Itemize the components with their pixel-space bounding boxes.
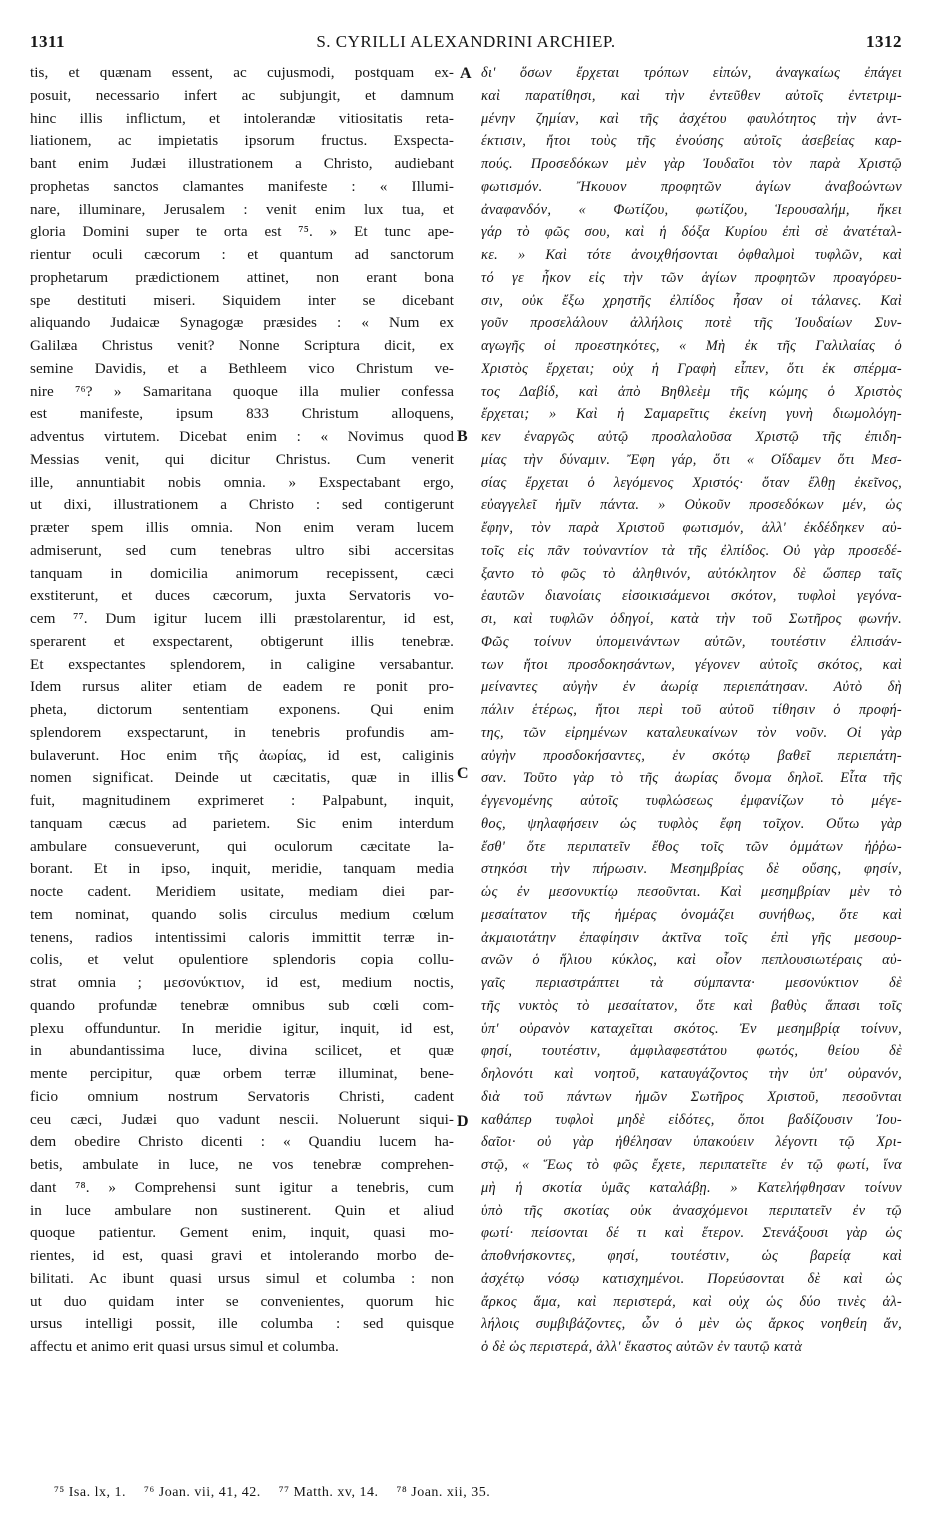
greek-text-line: στῷ, « Ἕως τὸ φῶς ἔχετε, περιπατεῖτε ἐν τῷ φωτί, ἵνα xyxy=(481,1157,902,1173)
greek-column xyxy=(481,62,902,1462)
latin-text-line: tanquam cæcus ad parietem. Sic enim interdum xyxy=(30,814,454,832)
latin-text-line: ambulare consueverunt, qui oculorum cæcitate la- xyxy=(30,837,454,855)
greek-text-line: ἀκμαιοτάτην ἐπαφίησιν ἀκτῖνα τοῖς ἐπὶ γῆς μεσουρ- xyxy=(481,929,902,946)
left-page-number: 1311 xyxy=(30,32,66,51)
latin-text-line: hinc illis inflictum, et intolerandæ vitiositatis reta- xyxy=(30,109,454,127)
latin-text-line: bulaverunt. Hoc enim τῆς ἀωρίας, id est, caliginis xyxy=(30,746,454,764)
greek-text-line: σι, καὶ τυφλῶν ὁδηγοί, κατὰ τὴν τοῦ Σωτῆρος φωνήν. xyxy=(481,611,902,627)
latin-text-line: bilitati. Ac ibunt quasi ursus simul et columba : non xyxy=(30,1269,454,1287)
greek-text-line: δαῖοι· οὐ γὰρ ἠθέλησαν ὑπακούειν λέγοντι τῷ Χρι- xyxy=(481,1134,902,1151)
latin-text-line: liationem, ac impietatis ipsorum fructus. Exspecta- xyxy=(30,132,454,150)
greek-text-line: της, τῶν εἰρημένων καταλευκαίνων τὸν νοῦν. Οἱ γὰρ xyxy=(481,724,902,741)
latin-text-line: colis, et velut opulentiore splendoris copia collu- xyxy=(30,951,454,969)
latin-text-line: in abundantissima luce, divina scilicet, et quæ xyxy=(30,1042,454,1060)
greek-text-line: των ἤτοι προσδοκησάντων, γέγονεν αὐτοῖς σκότος, καὶ xyxy=(481,656,902,673)
greek-text-line: κεν ἐναργῶς αὐτῷ προσλαλοῦσα Χριστῷ τῆς ἐπιδη- xyxy=(481,429,902,445)
latin-text-line: admiserunt, sed cum tenebras ultro sibi accersitas xyxy=(30,541,454,559)
latin-text-line: pheta, dictorum sententiam exponens. Qui enim xyxy=(30,701,454,718)
margin-marker-c: C xyxy=(457,765,469,782)
latin-text-line: gloria Domini super te orta est ⁷⁵. » Et tunc ape- xyxy=(30,223,454,241)
latin-text-line: mente percipitur, quæ orbem terræ illuminat, bene- xyxy=(30,1065,454,1082)
greek-text-line: ἀσχέτῳ νόσῳ κατισχημένοι. Πορεύσονται δὲ καὶ ὡς xyxy=(481,1270,902,1287)
latin-text-line: prophetarum prædictionem attinet, non erant bona xyxy=(30,268,454,286)
latin-text-line: ceu cæci, Judæi quo vadunt nescii. Noluerunt siqui- xyxy=(30,1110,454,1128)
greek-text-line: ἑαυτῶν διανοίαις εἰσοικισάμενοι σκότον, τυφλοὶ γεγόνα- xyxy=(481,588,902,605)
latin-text-line: ut duo quidam inter se convenientes, quorum hic xyxy=(30,1292,454,1310)
latin-text-line: strat omnia ; μεσονύκτιον, id est, medium noctis, xyxy=(30,974,454,991)
latin-text-line: posuit, necessario infert ac subjungit, et damnum xyxy=(30,86,454,104)
latin-text-line: splendorem exspectarunt, in tenebris profundis am- xyxy=(30,723,454,741)
greek-text-line: σιν, οὐκ ἔξω χρηστῆς ἐλπίδος ἦσαν οἱ τάλανες. Καὶ xyxy=(481,292,902,309)
latin-text-line: exstiterunt, et duces cæcorum, juxta Servatoris vo- xyxy=(30,587,454,605)
margin-marker-d: D xyxy=(457,1113,469,1130)
greek-text-line: σίας ἔρχεται ὁ λεγόμενος Χριστός· ὅταν ἔλθῃ ἐκεῖνος, xyxy=(481,474,902,491)
greek-text-line: θος, ψηλαφήσειν ὡς τυφλὸς ἔφη τοῖχον. Οὕτω γὰρ xyxy=(481,815,902,832)
greek-text-line: τος Δαβίδ, καὶ ἀπὸ Βηθλεὲμ τῆς κώμης ὁ Χριστὸς xyxy=(481,383,902,400)
latin-text-line: in luce ambulare non sustinerent. Quin et aliud xyxy=(30,1201,454,1219)
latin-text-line: betis, ambulate in luce, ne vos tenebræ comprehen- xyxy=(30,1156,454,1173)
right-page-number: 1312 xyxy=(866,32,902,51)
latin-text-line: quando profundæ tenebræ omnibus sub cœli com- xyxy=(30,996,454,1014)
latin-text-line: tis, et quænam essent, ac cujusmodi, postquam ex- xyxy=(30,64,454,81)
greek-text-line: Χριστὸς ἔρχεται; οὐχ ἡ Γραφὴ εἶπεν, ὅτι ἐκ σπέρμα- xyxy=(481,360,902,377)
latin-text-line: tenens, radios intentissimi caloris immittit terræ in- xyxy=(30,928,454,946)
latin-text-line: borant. Et in ipso, inquit, meridie, tanquam media xyxy=(30,860,454,878)
greek-text-line: τό γε ἧκον εἰς τὴν τῶν ἁγίων προφητῶν προαγόρευ- xyxy=(481,269,902,286)
latin-text-line: sperarent et exspectarent, obtigerunt illis tenebræ. xyxy=(30,632,454,650)
greek-text-line: μείναντες αὐγὴν ἐν ἀωρίᾳ περιεπάτησαν. Αὐτὸ δὴ xyxy=(481,679,902,696)
greek-text-line: ὡς ἐν μεσονυκτίῳ πεσοῦνται. Καὶ μεσημβρίαν μὲν τὸ xyxy=(481,884,902,900)
greek-text-line: δηλονότι καὶ νοητοῦ, καταυγάζοντος τὴν ὑπ' οὐρανόν, xyxy=(481,1066,902,1082)
latin-text-line: Messias venit, qui dicitur Christus. Cum venerit xyxy=(30,450,454,468)
latin-text-line: ficio omnium nostrum Servatoris Christi, cadent xyxy=(30,1087,454,1105)
greek-text-line: μεσαίτατον τῆς ἡμέρας ὀνομάζει συνήθως, ὅτε καὶ xyxy=(481,906,902,923)
greek-text-line: πάλιν ἑτέρως, ἤτοι περὶ τοῦ αὐτοῦ τίθησιν ὁ προφή- xyxy=(481,702,902,718)
greek-text-line: ανῶν ὁ ἥλιου κύκλος, καὶ οἷον πεπλουσιωτέραις αὐ- xyxy=(481,952,902,969)
latin-text-line: est manifeste, ipsum 833 Christum alloquens, xyxy=(30,405,454,423)
greek-text-line: ἀναφανδόν, « Φωτίζου, φωτίζου, Ἱερουσαλήμ, ἥκει xyxy=(481,201,902,218)
latin-text-line: spe destituti miseri. Siquidem inter se dicebant xyxy=(30,291,454,309)
latin-text-line: præter spem illis omnia. Non enim veram lucem xyxy=(30,519,454,536)
latin-text-line: aliquando Judaicæ Synagogæ præsides : « Num ex xyxy=(30,314,454,332)
latin-text-line: ille, annuntiabit nobis omnia. » Exspectabant ergo, xyxy=(30,473,454,491)
latin-text-line: dem obedire Christo dicenti : « Quandiu lucem ha- xyxy=(30,1133,454,1151)
greek-text-line: ὑπ' οὐρανὸν καταχεῖται σκότος. Ἐν μεσημβρίᾳ τοίνυν, xyxy=(481,1020,902,1037)
footnotes xyxy=(54,1485,754,1501)
greek-text-line: έκτισιν, ἤτοι τοὺς τῆς ἐνούσης αὐτοῖς ἀσεβείας καρ- xyxy=(481,133,902,150)
greek-text-line: φωτί· πείσονται δέ τι καὶ ἕτερον. Στενάξουσι γὰρ ὡς xyxy=(481,1225,902,1242)
greek-text-line: ἔσθ' ὅτε περιπατεῖν ἔθος τοῖς τῶν ὀμμάτων ἠῤῥω- xyxy=(481,838,902,855)
greek-text-line: ἀποθνήσκοντες, φησί, τουτέστιν, ὡς βαρείᾳ καὶ xyxy=(481,1248,902,1264)
latin-text-line: Idem rursus aliter etiam de eadem re ponit pro- xyxy=(30,678,454,696)
latin-text-line: ut dixi, illustrationem a Christo : sed contigerunt xyxy=(30,496,454,514)
greek-text-line: ξαντο τὸ φῶς τὸ ἀληθινόν, αὐτόκλητον δὲ ὥσπερ ταῖς xyxy=(481,565,902,582)
greek-text-line: γαῖς περιαστράπτει τὰ σύμπαντα· μεσονύκτιον δὲ xyxy=(481,975,902,991)
greek-text-line: γοῦν προσελάλουν ἀλλήλοις ποτὲ τῆς Ἰουδαίων Συν- xyxy=(481,315,902,332)
greek-text-line: ἔρχεται; » Καὶ ἡ Σαμαρεῖτις ἐκείνη γυνὴ διωμολόγη- xyxy=(481,406,902,423)
greek-text-line: μὴ ἡ σκοτία ὑμᾶς καταλάβῃ. » Κατελήφθησαν τοίνυν xyxy=(481,1179,902,1196)
greek-text-line: φησί, τουτέστιν, ἀμφιλαφεστάτου φωτός, θείου δὲ xyxy=(481,1043,902,1060)
greek-text-line: καθάπερ τυφλοὶ μηδὲ εἰδότες, ὅποι βαδίζουσιν Ἰου- xyxy=(481,1111,902,1128)
greek-text-line: καὶ παρατίθησι, καὶ τὴν ἐντεῦθεν αὐτοῖς ἐντετριμ- xyxy=(481,87,902,104)
latin-text-line: cem ⁷⁷. Dum igitur lucem illi præstolarentur, id est, xyxy=(30,610,454,627)
latin-text-line: nocte cadent. Meridiem usitate, mediam diei par- xyxy=(30,883,454,900)
greek-text-line: ἔφην, τὸν παρὰ Χριστοῦ φωτισμόν, ἀλλ' ἐκδέδηκεν αὐ- xyxy=(481,520,902,536)
greek-text-line: μένην ζημίαν, καὶ τῆς ἀσχέτου φαυλότητος τὴν ἀντ- xyxy=(481,110,902,127)
footnote-76: ⁷⁶ Joan. vii, 41, 42. xyxy=(143,1485,261,1500)
greek-text-line: διὰ τοῦ πάντων ἡμῶν Σωτῆρος Χριστοῦ, πεσοῦνται xyxy=(481,1088,902,1105)
greek-text-line: ὁ δὲ ὡς περιστερά, ἀλλ' ἕκαστος αὐτῶν ἐν ταυτῷ κατὰ xyxy=(481,1339,803,1355)
margin-marker-b: B xyxy=(457,428,468,445)
greek-text-line: εὐαγγελεῖ ἡμῖν πάντα. » Οὐκοῦν προσεδόκων μέν, ὡς xyxy=(481,497,902,514)
greek-text-line: κε. » Καὶ τότε ἀνοιχθήσονται ὀφθαλμοὶ τυφλῶν, καὶ xyxy=(481,247,902,263)
latin-text-line: affectu et animo erit quasi ursus simul et columba. xyxy=(30,1338,339,1355)
latin-text-line: nare, illuminare, Jerusalem : venit enim lux tua, et xyxy=(30,200,454,218)
greek-text-line: αὐγὴν προσδοκήσαντες, ἐν σκότῳ βαθεῖ περιεπάτη- xyxy=(481,747,902,764)
greek-text-line: ἐγγενομένης αὐτοῖς τυφλώσεως ἐμφανίζων τὸ μέγε- xyxy=(481,793,902,809)
latin-text-line: nire ⁷⁶? » Samaritana quoque illa mulier confessa xyxy=(30,382,454,400)
greek-text-line: δι' ὅσων ἔρχεται τρόπων εἰπών, ἀναγκαίως ἐπάγει xyxy=(481,65,902,81)
greek-text-line: στηκόσι τὴν πήρωσιν. Μεσημβρίας δὲ οὔσης, φησίν, xyxy=(481,861,902,878)
latin-text-line: quoque patientur. Gement enim, inquit, quasi mo- xyxy=(30,1224,454,1242)
latin-column xyxy=(30,62,454,1462)
greek-text-line: ἄρκος ἅμα, καὶ περιστερά, καὶ οὐχ ὡς δύο τινὲς ἀλ- xyxy=(481,1293,902,1310)
latin-text-line: Et exspectantes splendorem, in caligine versabantur. xyxy=(30,655,454,673)
latin-text-line: tem nominat, quando solis circulus medium cœlum xyxy=(30,905,454,923)
greek-text-line: ὑπὸ τῆς σκοτίας οὐκ ἀνασχόμενοι περιπατεῖν ἐν τῷ xyxy=(481,1202,902,1219)
greek-text-line: σαν. Τοῦτο γὰρ τὸ τῆς ἀωρίας ὄνομα δηλοῖ. Εἶτα τῆς xyxy=(481,770,902,787)
greek-text-line: πούς. Προσεδόκων μὲν γὰρ Ἰουδαῖοι τὸν παρὰ Χριστῷ xyxy=(481,156,902,172)
latin-text-line: adventus virtutem. Dicebat enim : « Novimus quod xyxy=(30,428,454,445)
latin-text-line: prophetas sanctos clamantes manifeste : « Illumi- xyxy=(30,177,454,195)
footnote-77: ⁷⁷ Matth. xv, 14. xyxy=(278,1485,379,1500)
greek-text-line: αγωγῆς οἱ προεστηκότες, « Μὴ ἐκ τῆς Γαλιλαίας ὁ xyxy=(481,338,902,354)
latin-text-line: ursus intelligi possit, ille columba : sed quisque xyxy=(30,1315,454,1333)
latin-text-line: plexu offunduntur. In meridie igitur, inquit, id est, xyxy=(30,1019,454,1037)
latin-text-line: fuit, magnitudinem exprimeret : Palpabunt, inquit, xyxy=(30,792,454,809)
latin-text-line: bant enim Judæi illustrationem a Christo, audiebant xyxy=(30,155,454,172)
footnote-75: ⁷⁵ Isa. lx, 1. xyxy=(54,1485,126,1500)
greek-text-line: Φῶς τοίνυν ὑπομεινάντων αὐτῶν, τουτέστιν ἐλπισάν- xyxy=(481,633,902,650)
greek-text-line: μίας τὴν δύναμιν. Ἔφη γάρ, ὅτι « Οἴδαμεν ὅτι Μεσ- xyxy=(481,451,902,468)
latin-text-line: rientur oculi cæcorum : et quantum ad sanctorum xyxy=(30,246,454,263)
latin-text-line: semine Davidis, et a Bethleem vico Christum ve- xyxy=(30,359,454,377)
latin-text-line: tanquam in domicilia animorum recepissent, cæci xyxy=(30,564,454,582)
greek-text-line: λήλοις συμβιβάζοντες, ὧν ὁ μὲν ὡς ἄρκος νοηθείη ἄν, xyxy=(481,1316,902,1333)
latin-text-line: rientes, id est, quasi gravi et intolerando morbo de- xyxy=(30,1247,454,1264)
greek-text-line: φωτισμόν. Ἤκουον προφητῶν ἁγίων ἀναβοώντων xyxy=(481,178,902,195)
margin-marker-a: A xyxy=(460,65,472,82)
greek-text-line: γάρ τὸ φῶς σου, καὶ ἡ δόξα Κυρίου ἐπὶ σὲ ἀνατέταλ- xyxy=(481,224,902,241)
running-header xyxy=(30,32,902,54)
running-title: S. CYRILLI ALEXANDRINI ARCHIEP. xyxy=(316,32,616,51)
footnote-78: ⁷⁸ Joan. xii, 35. xyxy=(396,1485,491,1500)
latin-text-line: dant ⁷⁸. » Comprehensi sunt igitur a tenebris, cum xyxy=(30,1178,454,1196)
latin-text-line: Galilæa Christus venit? Nonne Scriptura dicit, ex xyxy=(30,337,454,354)
latin-text-line: nomen significat. Deinde ut cæcitatis, quæ in illis xyxy=(30,769,454,787)
greek-text-line: τοῖς εἰς πᾶν τοὐναντίον τὰ τῆς ἐλπίδος. Οὐ γὰρ προσεδέ- xyxy=(481,542,902,559)
greek-text-line: τῆς νυκτὸς τὸ μεσαίτατον, ὅτε καὶ βαθὺς ἅπασι τοῖς xyxy=(481,997,902,1014)
